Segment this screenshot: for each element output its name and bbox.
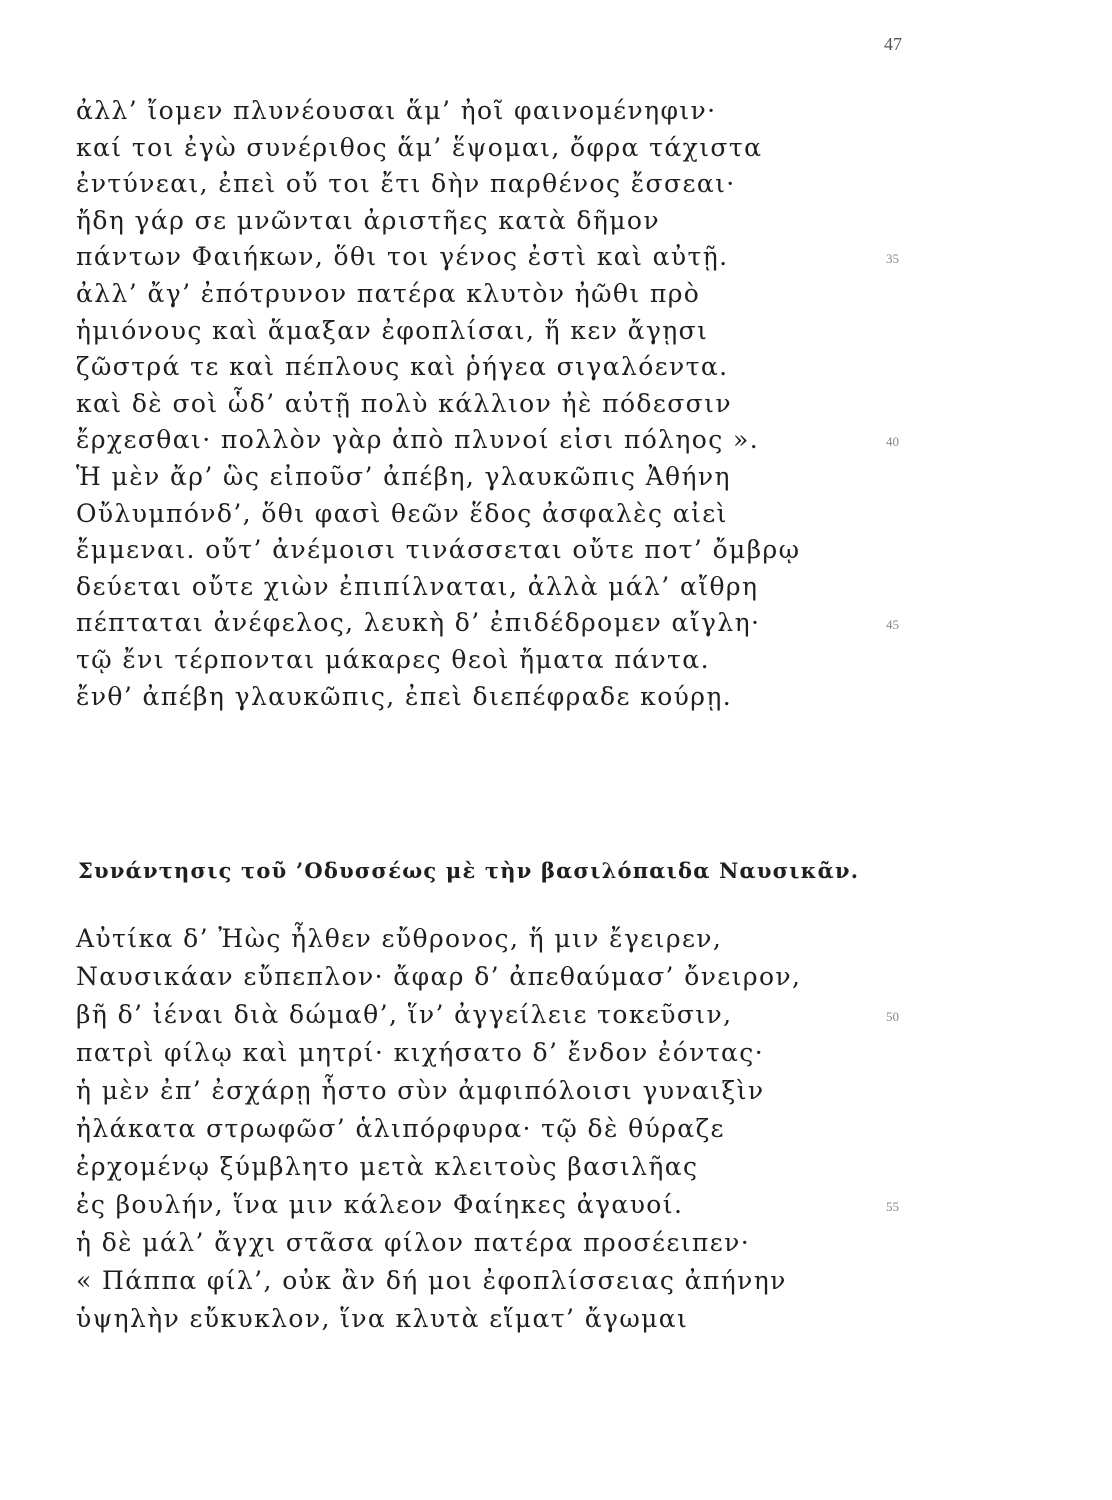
verse-line: ἤδη γάρ σε μνῶνται ἀριστῆες κατὰ δῆμον	[76, 205, 660, 235]
verse-line: ἔνθ’ ἀπέβη γλαυκῶπις, ἐπεὶ διεπέφραδε κούρῃ.	[76, 681, 733, 711]
line-number: 40	[886, 434, 899, 450]
verse-line: ἠλάκατα στρωφῶσ’ ἁλιπόρφυρα· τῷ δὲ θύραζε	[76, 1114, 725, 1143]
verse-line: ἡ δὲ μάλ’ ἄγχι στᾶσα φίλον πατέρα προσέειπεν·	[76, 1228, 751, 1257]
verse-line: πέπταται ἀνέφελος, λευκὴ δ’ ἐπιδέδρομεν αἴγλη·	[76, 608, 761, 638]
verse-line: καὶ δὲ σοὶ ὧδ’ αὐτῇ πολὺ κάλλιον ἠὲ πόδεσσιν	[76, 388, 732, 418]
verse-line: ἡ μὲν ἐπ’ ἐσχάρῃ ἧστο σὺν ἀμφιπόλοισι γυναιξὶν	[76, 1076, 765, 1105]
line-number: 50	[886, 1009, 899, 1024]
verse-line: ζῶστρά τε καὶ πέπλους καὶ ῥήγεα σιγαλόεντα.	[76, 352, 729, 382]
verse-line: ἔρχεσθαι· πολλὸν γὰρ ἀπὸ πλυνοί εἰσι πόληος ».	[76, 425, 760, 455]
verse-line: τῷ ἔνι τέρπονται μάκαρες θεοὶ ἤματα πάντα.	[76, 645, 710, 674]
verse-line: βῆ δ’ ἰέναι διὰ δώμαθ’, ἵν’ ἀγγείλειε τοκεῦσιν,	[76, 1000, 733, 1029]
verse-line: ἔμμεναι. οὔτ’ ἀνέμοισι τινάσσεται οὔτε ποτ’ ὄμβρῳ	[76, 535, 801, 565]
section-heading: Συνάντησις τοῦ ’Οδυσσέως μὲ τὴν βασιλόπαιδα Ναυσικᾶν.	[78, 858, 860, 883]
verse-line: Αὐτίκα δ’ Ἠὼς ἦλθεν εὔθρονος, ἥ μιν ἔγειρεν,	[76, 924, 723, 953]
verse-line: πάντων Φαιήκων, ὅθι τοι γένος ἐστὶ καὶ αὐτῇ.	[76, 242, 729, 272]
verse-line: ἐρχομένῳ ξύμβλητο μετὰ κλειτοὺς βασιλῆας	[76, 1152, 699, 1181]
verse-line: καί τοι ἐγὼ συνέριθος ἅμ’ ἕψομαι, ὄφρα τάχιστα	[76, 132, 763, 162]
verse-line: ἐς βουλήν, ἵνα μιν κάλεον Φαίηκες ἀγαυοί.	[76, 1190, 684, 1219]
verse-line: ἡμιόνους καὶ ἅμαξαν ἐφοπλίσαι, ἥ κεν ἄγῃσι	[76, 315, 709, 345]
line-number: 35	[886, 251, 899, 267]
verse-line: ὑψηλὴν εὔκυκλον, ἵνα κλυτὰ εἵματ’ ἄγωμαι	[76, 1304, 689, 1333]
verse-line: δεύεται οὔτε χιὼν ἐπιπίλναται, ἀλλὰ μάλ’ αἴθρη	[76, 571, 759, 601]
verse-line: πατρὶ φίλῳ καὶ μητρί· κιχήσατο δ’ ἔνδον ἐόντας·	[76, 1038, 765, 1067]
line-number: 55	[886, 1199, 899, 1214]
verse-line: Ἡ μὲν ἄρ’ ὣς εἰποῦσ’ ἀπέβη, γλαυκῶπις Ἀθήνη	[76, 462, 731, 491]
verse-line: « Πάππα φίλ’, οὐκ ἂν δή μοι ἐφοπλίσσειας ἀπήνην	[76, 1266, 787, 1295]
verse-line: ἐντύνεαι, ἐπεὶ οὔ τοι ἔτι δὴν παρθένος ἔσσεαι·	[76, 169, 736, 199]
verse-line: ἀλλ’ ἴομεν πλυνέουσαι ἅμ’ ἠοῖ φαινομένηφιν·	[76, 96, 717, 125]
page-number: 47	[884, 34, 902, 54]
verse-line: Ναυσικάαν εὔπεπλον· ἄφαρ δ’ ἀπεθαύμασ’ ὄνειρον,	[76, 962, 802, 991]
line-number: 45	[886, 617, 899, 633]
verse-line: ἀλλ’ ἄγ’ ἐπότρυνον πατέρα κλυτὸν ἠῶθι πρὸ	[76, 279, 701, 308]
verse-line: Οὔλυμπόνδ’, ὅθι φασὶ θεῶν ἕδος ἀσφαλὲς αἰεὶ	[76, 498, 728, 528]
